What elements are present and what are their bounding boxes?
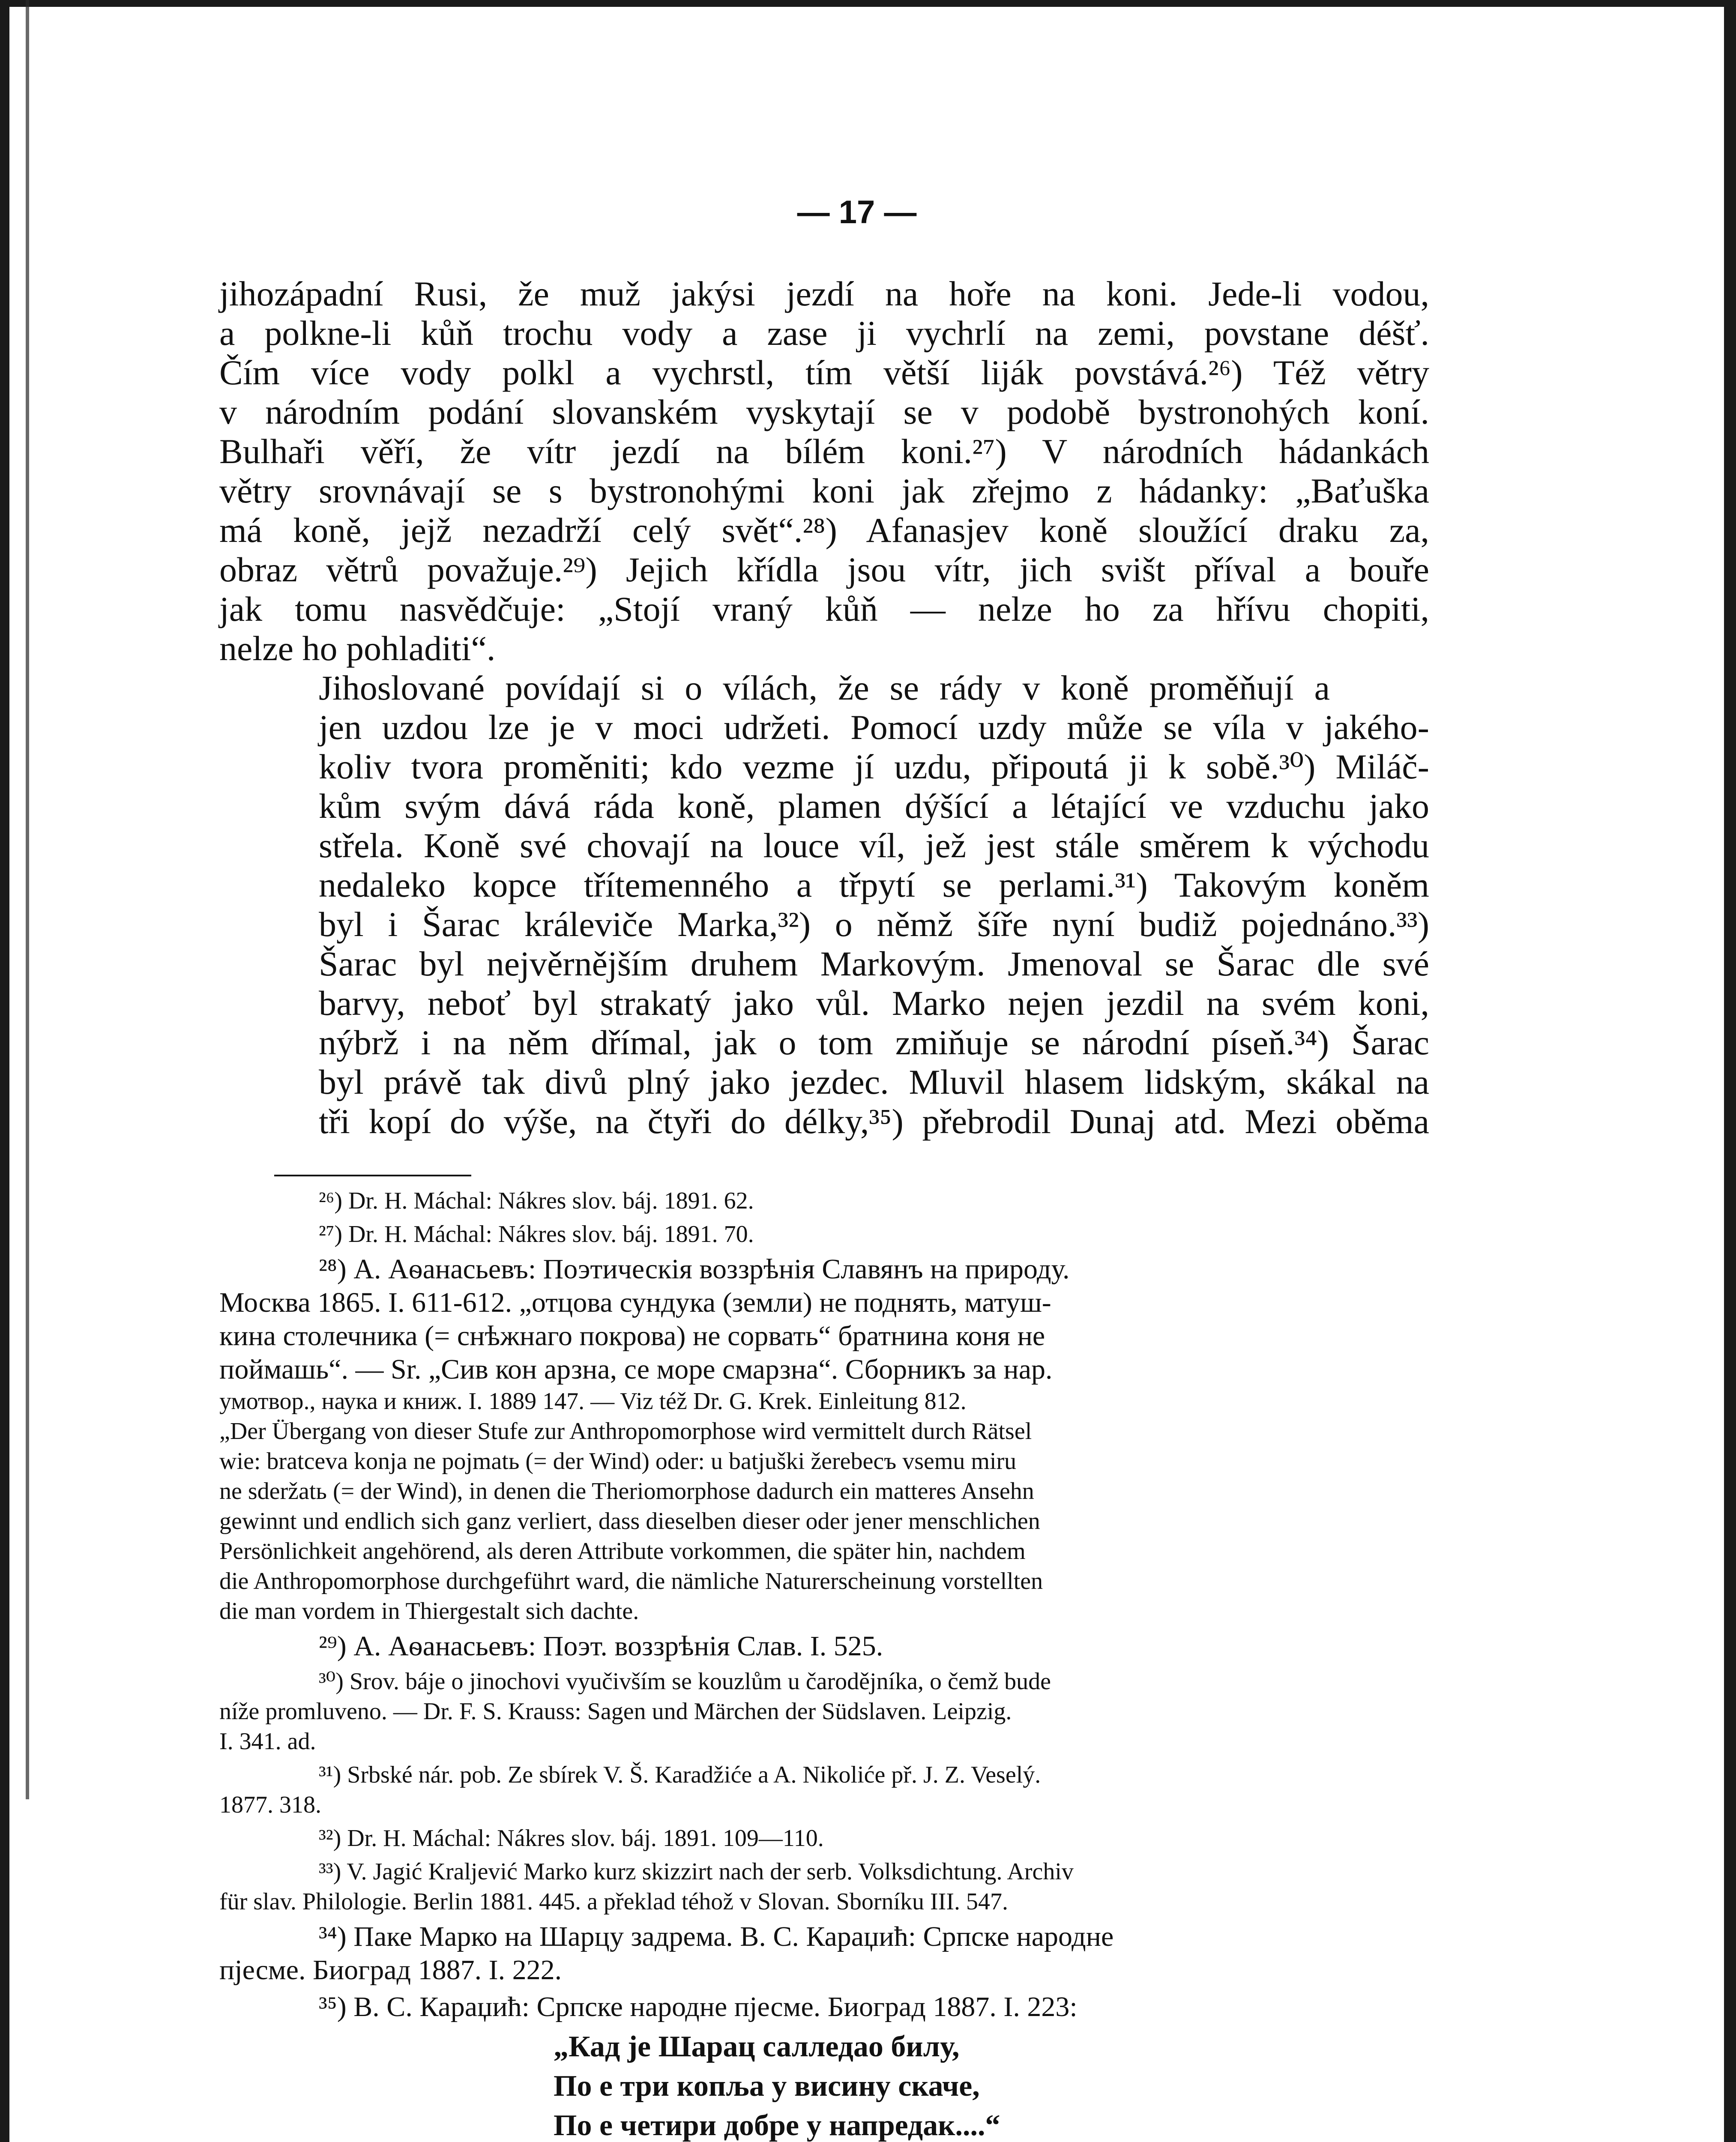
footnote-line: умотвор., наука и книж. I. 1889 147. — Viz též Dr. G. Krek. Einleitung 812. bbox=[219, 1388, 967, 1415]
text-line: střela. Koně své chovají na louce víl, jež jest stále směrem k východu bbox=[319, 826, 1429, 865]
text-line: tři kopí do výše, na čtyři do délky,³⁵) přebrodil Dunaj atd. Mezi oběma bbox=[319, 1102, 1429, 1141]
scan-binding-line bbox=[26, 0, 29, 1799]
text-line: koliv tvora proměniti; kdo vezme jí uzdu, připoutá ji k sobě.³⁰) Miláč- bbox=[319, 747, 1429, 786]
footnote-line: поймашь“. — Sr. „Сив кон арзна, се море смарзна“. Сборникъ за нар. bbox=[219, 1354, 1053, 1385]
footnote-line: níže promluveno. — Dr. F. S. Krauss: Sagen und Märchen der Südslaven. Leipzig. bbox=[219, 1698, 1012, 1725]
footnote-line: gewinnt und endlich sich ganz verliert, dass dieselben dieser oder jener menschlichen bbox=[219, 1508, 1040, 1535]
scan-edge-left bbox=[0, 0, 9, 2142]
text-line: obraz větrů považuje.²⁹) Jejich křídla jsou vítr, jich svišt příval a bouře bbox=[219, 550, 1429, 589]
footnote-line: Москва 1865. I. 611-612. „отцова сундука (земли) не поднять, матуш- bbox=[219, 1287, 1051, 1318]
footnote-31 bbox=[219, 1760, 1429, 1820]
text-line: a polkne-li kůň trochu vody a zase ji vychrlí na zemi, povstane déšť. bbox=[219, 314, 1429, 353]
text-line: Šarac byl nejvěrnějším druhem Markovým. Jmenoval se Šarac dle své bbox=[319, 944, 1429, 983]
page-number: — 17 — bbox=[797, 194, 917, 230]
footnote-27: ²⁷) Dr. H. Máchal: Nákres slov. báj. 1891. 70. bbox=[319, 1221, 754, 1248]
footnote-line: „Der Übergang von dieser Stufe zur Anthropomorphose wird vermittelt durch Rätsel bbox=[219, 1418, 1032, 1445]
scan-edge-top bbox=[0, 0, 1736, 7]
footnote-28 bbox=[219, 1253, 1429, 1626]
text-line: nedaleko kopce třítemenného a třpytí se perlami.³¹) Takovým koněm bbox=[319, 865, 1429, 904]
text-line: nelze ho pohladiti“. bbox=[219, 629, 496, 668]
footnote-line: I. 341. ad. bbox=[219, 1728, 316, 1755]
footnote-33 bbox=[219, 1857, 1429, 1917]
text-line: byl právě tak divů plný jako jezdec. Mluvil hlasem lidským, skákal na bbox=[319, 1062, 1429, 1101]
paragraph-2 bbox=[219, 668, 1429, 1141]
paragraph-1 bbox=[219, 274, 1429, 668]
verse-line: По е три копља у висину скаче, bbox=[554, 2070, 980, 2103]
footnote-line: Persönlichkeit angehörend, als deren Attribute vorkommen, die später hin, nachdem bbox=[219, 1538, 1026, 1565]
verse-quote bbox=[554, 2027, 1429, 2142]
main-text bbox=[219, 274, 1429, 1141]
footnote-35: ³⁵) В. С. Караџић: Српске народне пјесме. Биоград 1887. I. 223: bbox=[319, 1991, 1078, 2022]
footnote-line: ne sderžatь (= der Wind), in denen die Theriomorphose dadurch ein matteres Ansehn bbox=[219, 1478, 1034, 1505]
text-line: jak tomu nasvědčuje: „Stojí vraný kůň — nelze ho za hřívu chopiti, bbox=[219, 589, 1429, 628]
footnote-26: ²⁶) Dr. H. Máchal: Nákres slov. báj. 1891. 62. bbox=[319, 1188, 754, 1214]
footnote-line: ³¹) Srbské nár. pob. Ze sbírek V. Š. Karadžiće a A. Nikoliće př. J. Z. Veselý. bbox=[319, 1762, 1041, 1788]
text-line: větry srovnávají se s bystronohými koni jak zřejmo z hádanky: „Baťuška bbox=[219, 471, 1429, 510]
footnote-line: пјесме. Биоград 1887. I. 222. bbox=[219, 1954, 562, 1986]
footnote-line: ³⁴) Паке Марко на Шарцу задрема. В. С. Караџић: Српске народне bbox=[319, 1921, 1114, 1952]
scan-edge-right bbox=[1724, 0, 1736, 2142]
verse-line: По е четири добре у напредак....“ bbox=[554, 2109, 1000, 2142]
footnote-34 bbox=[219, 1920, 1429, 1987]
footnote-line: ³³) V. Jagić Kraljević Marko kurz skizzirt nach der serb. Volksdichtung. Archiv bbox=[319, 1858, 1074, 1885]
footnote-separator bbox=[274, 1175, 471, 1176]
text-line: v národním podání slovanském vyskytají se v podobě bystronohých koní. bbox=[219, 392, 1429, 431]
footnote-line: кина столечника (= снѣжнаго покрова) не сорвать“ братнина коня не bbox=[219, 1320, 1045, 1352]
footnote-line: die Anthropomorphose durchgeführt ward, die nämliche Naturerscheinung vorstellten bbox=[219, 1568, 1043, 1595]
text-line: byl i Šarac králeviče Marka,³²) o němž šíře nyní budiž pojednáno.³³) bbox=[319, 905, 1429, 944]
text-line: jen uzdou lze je v moci udržeti. Pomocí uzdy může se víla v jakého- bbox=[319, 708, 1429, 747]
text-line: Čím více vody polkl a vychrstl, tím větší liják povstává.²⁶) Též větry bbox=[219, 353, 1429, 392]
text-line: nýbrž i na něm dřímal, jak o tom zmiňuje se národní píseň.³⁴) Šarac bbox=[319, 1023, 1429, 1062]
text-line: má koně, jejž nezadrží celý svět“.²⁸) Afanasjev koně sloužící draku za, bbox=[219, 511, 1429, 550]
footnote-line: wie: bratceva konja ne pojmatь (= der Wind) oder: u batjuški žerebecъ vsemu miru bbox=[219, 1448, 1017, 1475]
footnote-line: die man vordem in Thiergestalt sich dachte. bbox=[219, 1598, 639, 1624]
footnote-line: für slav. Philologie. Berlin 1881. 445. a překlad téhož v Slovan. Sborníku III. 547. bbox=[219, 1888, 1008, 1915]
footnote-32: ³²) Dr. H. Máchal: Nákres slov. báj. 1891. 109—110. bbox=[319, 1825, 824, 1852]
footnote-30 bbox=[219, 1666, 1429, 1756]
footnote-line: 1877. 318. bbox=[219, 1792, 321, 1818]
footnote-line: ³⁰) Srov. báje o jinochovi vyučivším se kouzlům u čarodějníka, o čemž bude bbox=[319, 1668, 1051, 1695]
text-line: barvy, neboť byl strakatý jako vůl. Marko nejen jezdil na svém koni, bbox=[319, 984, 1429, 1023]
text-line: Bulhaři věří, že vítr jezdí na bílém koni.²⁷) V národních hádankách bbox=[219, 432, 1429, 471]
text-line: jihozápadní Rusi, že muž jakýsi jezdí na hoře na koni. Jede-li vodou, bbox=[219, 274, 1429, 313]
text-line: Jihoslované povídají si o vílách, že se rády v koně proměňují a bbox=[319, 668, 1330, 707]
footnotes bbox=[219, 1186, 1429, 2142]
footnote-line: ²⁸) А. Аѳанасьевъ: Поэтическія воззрѣнія Славянъ на природу. bbox=[319, 1253, 1070, 1285]
footnote-29: ²⁹) А. Аѳанасьевъ: Поэт. воззрѣнія Слав. I. 525. bbox=[319, 1630, 883, 1662]
text-line: kům svým dává ráda koně, plamen dýšící a létající ve vzduchu jako bbox=[319, 787, 1429, 826]
verse-line: „Кад је Шарац салледао билу, bbox=[554, 2030, 960, 2063]
